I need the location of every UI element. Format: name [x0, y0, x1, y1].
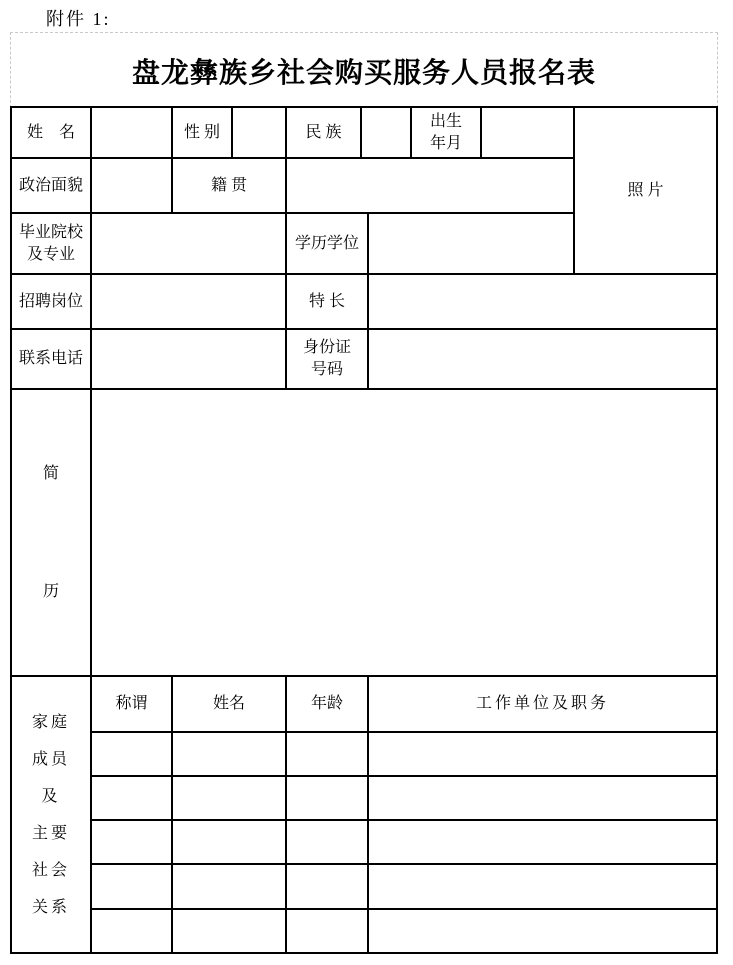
family-label-line4: 主要 [31, 824, 70, 842]
family-label-line5: 社会 [31, 861, 70, 879]
family-header-workunit-label: 工作单位及职务 [475, 695, 609, 712]
gender-label-cell [171, 106, 233, 159]
recruit-position-label-cell [10, 273, 92, 330]
gender-label: 性 别 [183, 123, 220, 141]
birthdate-label-line1: 出生 [429, 112, 462, 130]
political-status-input-cell[interactable] [90, 157, 173, 214]
native-place-label: 籍 贯 [210, 176, 247, 194]
id-number-input-cell[interactable] [367, 328, 718, 390]
family-row1-age-cell[interactable] [285, 731, 369, 777]
photo-label: 照 片 [627, 181, 664, 199]
resume-label-cell [10, 388, 92, 677]
political-status-label: 政治面貌 [18, 176, 83, 194]
family-row4-age-cell[interactable] [285, 863, 369, 910]
family-header-age-label: 年龄 [310, 695, 343, 712]
phone-label-cell [10, 328, 92, 390]
id-number-label-line1: 身份证 [302, 339, 351, 356]
family-row1-name-cell[interactable] [171, 731, 287, 777]
name-label-cell [10, 106, 92, 159]
family-header-name [171, 675, 287, 733]
attachment-label: 附件 1: [46, 9, 111, 29]
family-row4-name-cell[interactable] [171, 863, 287, 910]
gender-input-cell[interactable] [231, 106, 287, 159]
photo-cell[interactable] [573, 106, 718, 275]
family-row5-name-cell[interactable] [171, 908, 287, 954]
birthdate-label-line2: 年月 [429, 134, 462, 152]
native-place-label-cell [171, 157, 287, 214]
graduate-school-label-line2: 及专业 [26, 245, 75, 263]
birthdate-input-cell[interactable] [480, 106, 575, 159]
specialty-input-cell[interactable] [367, 273, 718, 330]
family-row2-name-cell[interactable] [171, 775, 287, 821]
family-row5-workunit-cell[interactable] [367, 908, 718, 954]
recruit-position-input-cell[interactable] [90, 273, 287, 330]
id-number-label-line2: 号码 [310, 361, 343, 378]
education-degree-label: 学历学位 [294, 234, 359, 252]
family-label-line6: 关系 [31, 898, 70, 916]
birthdate-label-cell [410, 106, 482, 159]
family-label-line2: 成员 [31, 750, 70, 768]
ethnicity-input-cell[interactable] [360, 106, 412, 159]
specialty-label-cell [285, 273, 369, 330]
native-place-input-cell[interactable] [285, 157, 575, 214]
family-row2-workunit-cell[interactable] [367, 775, 718, 821]
graduate-school-label-cell [10, 212, 92, 275]
phone-input-cell[interactable] [90, 328, 287, 390]
political-status-label-cell [10, 157, 92, 214]
education-degree-label-cell [285, 212, 369, 275]
family-row3-relation-cell[interactable] [90, 819, 173, 865]
page-title: 盘龙彝族乡社会购买服务人员报名表 [131, 57, 596, 89]
family-row5-age-cell[interactable] [285, 908, 369, 954]
recruit-position-label: 招聘岗位 [18, 292, 83, 310]
family-row3-workunit-cell[interactable] [367, 819, 718, 865]
family-section-label-cell [10, 675, 92, 954]
family-label-line1: 家庭 [31, 713, 70, 731]
family-row1-relation-cell[interactable] [90, 731, 173, 777]
family-row2-age-cell[interactable] [285, 775, 369, 821]
specialty-label: 特 长 [308, 292, 345, 310]
resume-label-line2: 历 [42, 582, 59, 600]
family-row5-relation-cell[interactable] [90, 908, 173, 954]
phone-label: 联系电话 [18, 350, 83, 367]
name-input-cell[interactable] [90, 106, 173, 159]
family-row4-workunit-cell[interactable] [367, 863, 718, 910]
ethnicity-label: 民 族 [305, 123, 342, 141]
family-row2-relation-cell[interactable] [90, 775, 173, 821]
family-row3-name-cell[interactable] [171, 819, 287, 865]
graduate-school-input-cell[interactable] [90, 212, 287, 275]
family-row1-workunit-cell[interactable] [367, 731, 718, 777]
resume-label-line1: 简 [42, 464, 59, 482]
family-header-name-label: 姓名 [212, 695, 245, 712]
family-header-age [285, 675, 369, 733]
family-header-workunit [367, 675, 718, 733]
graduate-school-label-line1: 毕业院校 [18, 223, 83, 241]
ethnicity-label-cell [285, 106, 362, 159]
family-header-relation [90, 675, 173, 733]
education-degree-input-cell[interactable] [367, 212, 575, 275]
name-label: 姓 名 [26, 123, 75, 141]
family-row3-age-cell[interactable] [285, 819, 369, 865]
family-row4-relation-cell[interactable] [90, 863, 173, 910]
resume-input-cell[interactable] [90, 388, 718, 677]
family-header-relation-label: 称谓 [115, 695, 148, 712]
family-label-line3: 及 [41, 787, 61, 805]
form-title-box [10, 32, 718, 108]
id-number-label-cell [285, 328, 369, 390]
